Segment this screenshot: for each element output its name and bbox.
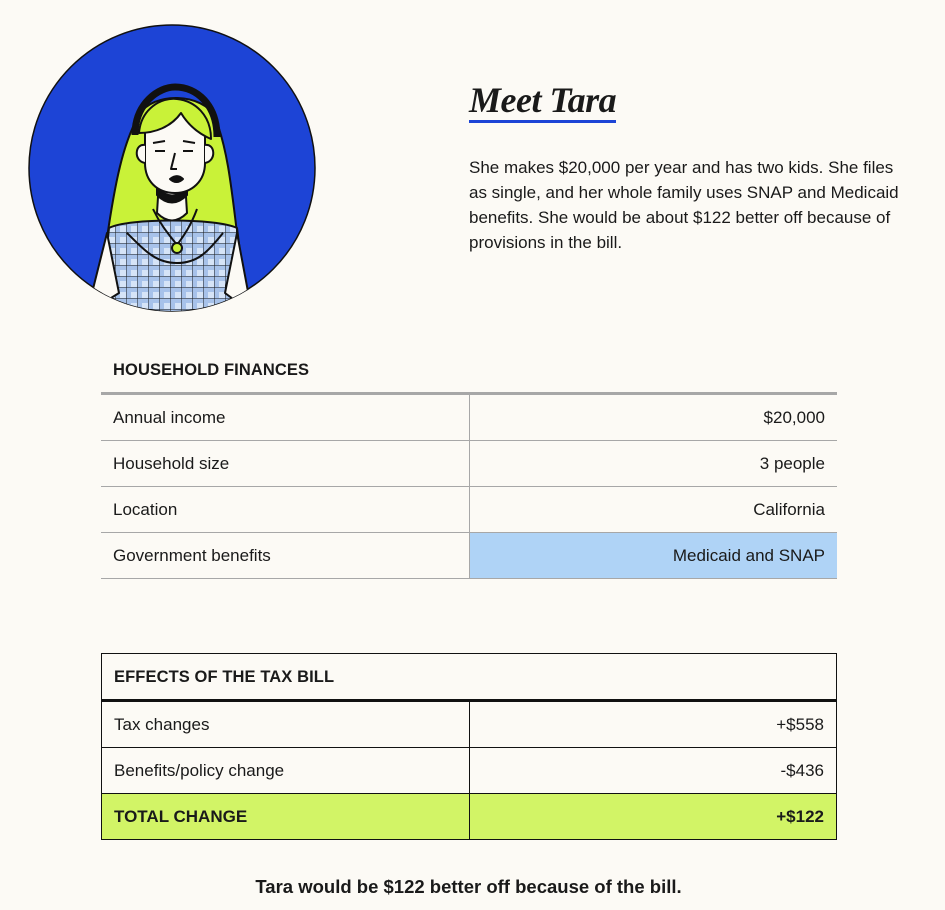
- row-value-highlighted: Medicaid and SNAP: [470, 533, 838, 579]
- portrait-illustration: [27, 23, 317, 313]
- intro-section: [469, 80, 914, 255]
- tax-bill-effects-table: [101, 653, 837, 840]
- row-label: Household size: [101, 441, 470, 487]
- table-row: [101, 441, 837, 487]
- table-row: [102, 702, 836, 748]
- row-label: Location: [101, 487, 470, 533]
- table-row: [101, 533, 837, 579]
- table-row: [101, 395, 837, 441]
- total-row: [102, 794, 836, 840]
- row-label: Annual income: [101, 395, 470, 441]
- row-label: Tax changes: [114, 714, 210, 734]
- page-title: Meet Tara: [469, 80, 616, 123]
- household-finances-table: [101, 352, 837, 579]
- table-row: [101, 487, 837, 533]
- row-value: -$436: [470, 748, 837, 794]
- total-value: +$122: [470, 794, 837, 840]
- row-value: California: [470, 487, 838, 533]
- row-value: +$558: [470, 702, 837, 748]
- row-value: $20,000: [470, 395, 838, 441]
- row-label: Government benefits: [101, 533, 470, 579]
- total-label: TOTAL CHANGE: [102, 794, 470, 840]
- tax-bill-effects-heading: EFFECTS OF THE TAX BILL: [102, 654, 836, 702]
- household-finances-heading: HOUSEHOLD FINANCES: [101, 352, 837, 395]
- intro-description: She makes $20,000 per year and has two kids. She files as single, and her whole family uses SNAP and Medicaid benefits. She would be about $122 better off because of provisions in the bill.: [469, 158, 899, 252]
- table-row: [102, 748, 836, 794]
- row-value: 3 people: [470, 441, 838, 487]
- row-label: Benefits/policy change: [102, 748, 470, 794]
- summary-footer: Tara would be $122 better off because of the bill.: [255, 876, 682, 897]
